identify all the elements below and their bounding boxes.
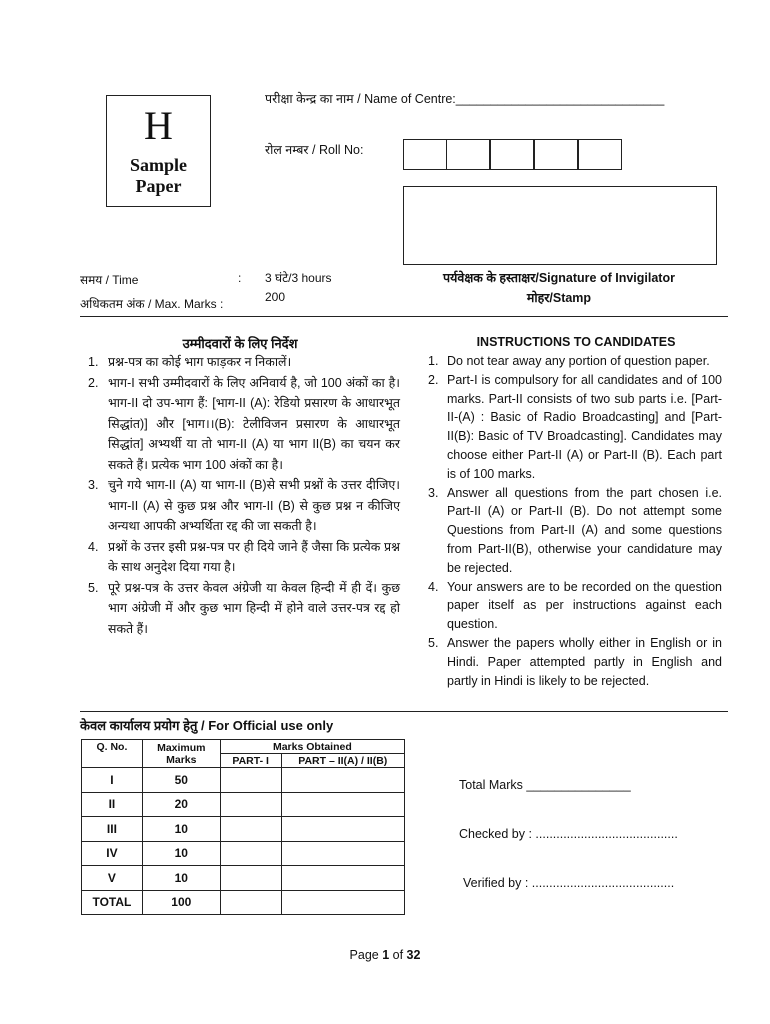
item-number: 2. xyxy=(428,372,439,387)
part1-cell[interactable] xyxy=(220,792,281,817)
part2-total-cell[interactable] xyxy=(281,890,404,915)
part2-cell[interactable] xyxy=(281,866,404,891)
list-item xyxy=(428,578,722,634)
page-footer xyxy=(0,948,770,962)
max-cell: 10 xyxy=(142,841,220,866)
part2-cell[interactable] xyxy=(281,841,404,866)
list-item xyxy=(80,578,400,640)
english-instructions-list xyxy=(428,352,722,690)
item-number: 5. xyxy=(88,580,99,595)
hindi-instructions-list xyxy=(80,352,400,639)
roll-digit-box[interactable] xyxy=(490,139,534,170)
max-cell: 20 xyxy=(142,792,220,817)
time-label: समय / Time xyxy=(80,273,139,287)
list-item xyxy=(80,373,400,476)
table-row xyxy=(82,866,405,891)
item-text: चुने गये भाग-II (A) या भाग-II (B)से सभी प्रश्नों के उत्तर दीजिए। भाग-II (A) से कुछ प्रश्न और भाग-II (B) से कुछ प्रश्न न कीजिए अन्यथा आपकी अभ्यर्थिता रद्द की जा सकती है। xyxy=(108,478,400,533)
part1-cell[interactable] xyxy=(220,817,281,842)
table-total-row xyxy=(82,890,405,915)
item-number: 2. xyxy=(88,375,99,390)
part1-total-cell[interactable] xyxy=(220,890,281,915)
item-number: 3. xyxy=(428,485,439,500)
part2-cell[interactable] xyxy=(281,768,404,793)
item-text: प्रश्नों के उत्तर इसी प्रश्न-पत्र पर ही दिये जाने हैं जैसा कि प्रत्येक प्रश्न के साथ अनुदेश दिया गया है। xyxy=(108,539,400,574)
part2-header: PART – II(A) / II(B) xyxy=(281,754,404,768)
total-value-cell: 100 xyxy=(142,890,220,915)
signature-box[interactable] xyxy=(403,186,717,265)
max-marks-label: अधिकतम अंक / Max. Marks : xyxy=(80,297,224,311)
item-number: 1. xyxy=(88,355,99,369)
list-item xyxy=(80,352,400,373)
list-item xyxy=(428,352,722,371)
english-instructions-title: INSTRUCTIONS TO CANDIDATES xyxy=(476,335,676,349)
invigilator-signature-label: पर्यवेक्षक के हस्ताक्षर/Signature of Invigilator xyxy=(443,271,675,285)
qno-cell: II xyxy=(82,792,143,817)
part1-header: PART- I xyxy=(220,754,281,768)
page-total: 32 xyxy=(406,948,421,962)
time-colon: : xyxy=(238,271,242,285)
item-text: Answer all questions from the part chosen i.e. Part-II (A) or Part-II (B). Do not attempt some Questions from Part-II (A) and some questions from Part-II(B), otherwise your candidature may be rejected. xyxy=(447,485,722,575)
part2-cell[interactable] xyxy=(281,817,404,842)
qno-cell: I xyxy=(82,768,143,793)
max-marks-header: Maximum Marks xyxy=(142,740,220,768)
divider xyxy=(80,316,728,317)
checked-by-field: Checked by : ......................................... xyxy=(459,827,678,841)
part1-cell[interactable] xyxy=(220,841,281,866)
item-text: पूरे प्रश्न-पत्र के उत्तर केवल अंग्रेजी या केवल हिन्दी में ही दें। कुछ भाग अंग्रेजी में और कुछ भाग हिन्दी में होने वाले उत्तर-पत्र रद्द हो सकते हैं। xyxy=(108,580,400,636)
item-number: 1. xyxy=(428,354,439,368)
time-value: 3 घंटे/3 hours xyxy=(265,271,332,285)
list-item xyxy=(80,475,400,537)
table-row xyxy=(82,817,405,842)
list-item xyxy=(428,484,722,578)
item-text: Part-I is compulsory for all candidates and of 100 marks. Part-II consists of two sub parts i.e. [Part-II-(A) : Basic of Radio Broadcasting] and [Part-II(B): Basic of TV Broadcasting]. Candidates may choose either Part-II (A) or Part-II (B). Each part is of 100 marks. xyxy=(447,372,722,481)
sample-label-2: Paper xyxy=(135,176,182,196)
list-item xyxy=(428,634,722,690)
qno-cell: III xyxy=(82,817,143,842)
item-text: Answer the papers wholly either in English or in Hindi. Paper attempted partly in English and partly in Hindi is likely to be rejected. xyxy=(447,635,722,688)
item-text: भाग-I सभी उम्मीदवारों के लिए अनिवार्य है, जो 100 अंकों का है। भाग-II दो उप-भाग हैं: [भाग-II (A): रेडियो प्रसारण के आधारभूत सिद्धांत)] और [भाग।।(B): टेलीविजन प्रसारण के आधारभूत सिद्धांत] अभ्यर्थी या तो भाग-II (A) या भाग II(B) का चयन कर सकते हैं। प्रत्येक भाग 100 अंकों का है। xyxy=(108,375,400,472)
qno-header: Q. No. xyxy=(82,740,143,768)
roll-digit-box[interactable] xyxy=(578,139,622,170)
roll-digit-box[interactable] xyxy=(446,139,490,170)
max-marks-value: 200 xyxy=(265,290,286,304)
total-label-cell: TOTAL xyxy=(82,890,143,915)
item-number: 4. xyxy=(428,579,439,594)
item-number: 5. xyxy=(428,635,439,650)
sample-paper-box xyxy=(106,95,211,207)
total-marks-field: Total Marks _______________ xyxy=(459,778,631,792)
table-row xyxy=(82,768,405,793)
table-header-row xyxy=(82,740,405,754)
max-cell: 10 xyxy=(142,817,220,842)
table-row xyxy=(82,841,405,866)
max-cell: 10 xyxy=(142,866,220,891)
stamp-label: मोहर/Stamp xyxy=(526,291,592,305)
qno-cell: V xyxy=(82,866,143,891)
part1-cell[interactable] xyxy=(220,768,281,793)
hindi-instructions-title: उम्मीदवारों के लिए निर्देश xyxy=(182,336,298,351)
roll-no-label: रोल नम्बर / Roll No: xyxy=(265,143,364,157)
official-marks-table xyxy=(81,739,405,915)
max-cell: 50 xyxy=(142,768,220,793)
page-of: of xyxy=(389,948,407,962)
divider xyxy=(80,711,728,712)
part1-cell[interactable] xyxy=(220,866,281,891)
list-item xyxy=(80,537,400,578)
item-number: 3. xyxy=(88,478,99,492)
item-text: Do not tear away any portion of question paper. xyxy=(447,354,710,368)
centre-name-field: परीक्षा केन्द्र का नाम / Name of Centre:______________________________ xyxy=(265,92,665,106)
item-text: Your answers are to be recorded on the question paper itself as per instructions against each question. xyxy=(447,579,722,632)
page-number: 1 xyxy=(382,948,390,962)
official-use-title: केवल कार्यालय प्रयोग हेतु / For Official use only xyxy=(80,718,334,733)
page-prefix: Page xyxy=(349,948,383,962)
series-letter: H xyxy=(144,103,173,148)
roll-digit-box[interactable] xyxy=(403,139,447,170)
item-text: प्रश्न-पत्र का कोई भाग फाड़कर न निकालें। xyxy=(108,355,292,369)
sample-label-1: Sample xyxy=(129,155,187,175)
table-row xyxy=(82,792,405,817)
qno-cell: IV xyxy=(82,841,143,866)
item-number: 4. xyxy=(88,539,99,554)
list-item xyxy=(428,371,722,484)
roll-digit-box[interactable] xyxy=(534,139,578,170)
marks-obtained-header: Marks Obtained xyxy=(220,740,404,754)
verified-by-field: Verified by : ......................................... xyxy=(463,876,675,890)
part2-cell[interactable] xyxy=(281,792,404,817)
